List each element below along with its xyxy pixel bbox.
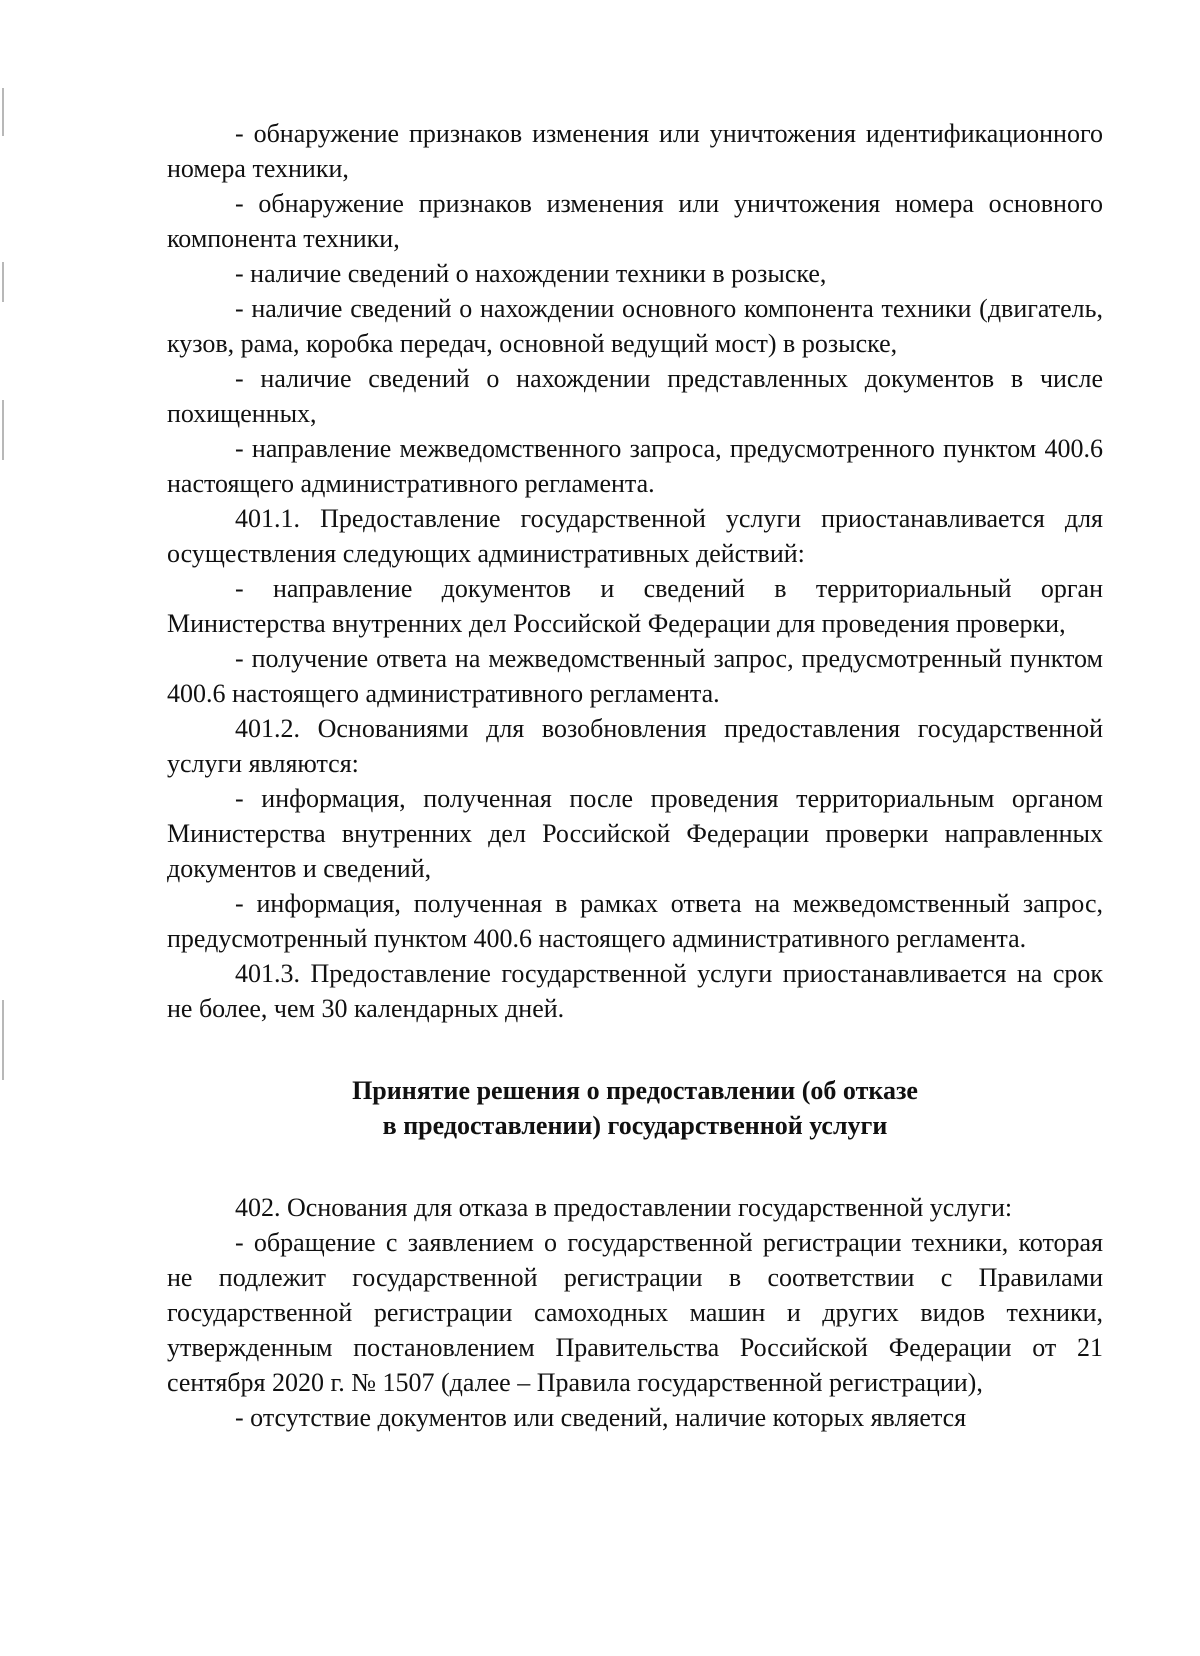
section-heading — [167, 1073, 1103, 1143]
paragraph: 401.1. Предоставление государственной услуги приостанавливается для осуществления следующих административных действий: — [167, 504, 1103, 568]
scan-edge-mark — [2, 88, 4, 136]
paragraph: - получение ответа на межведомственный запрос, предусмотренный пунктом 400.6 настоящего административного регламента. — [167, 644, 1103, 708]
paragraph: - обращение с заявлением о государственной регистрации техники, которая не подлежит государственной регистрации в соответствии с Правилами государственной регистрации самоходных машин и других видов техники, утвержденным постановлением Правительства Российской Федерации от 21 сентября 2020 г. № 1507 (далее – Правила государственной регистрации), — [167, 1228, 1103, 1397]
paragraph: - обнаружение признаков изменения или уничтожения идентификационного номера техники, — [167, 119, 1103, 183]
document-body — [167, 116, 1103, 1435]
paragraph: - направление межведомственного запроса, предусмотренного пунктом 400.6 настоящего административного регламента. — [167, 434, 1103, 498]
paragraph: - наличие сведений о нахождении представленных документов в числе похищенных, — [167, 364, 1103, 428]
paragraph: - информация, полученная после проведения территориальным органом Министерства внутренних дел Российской Федерации проверки направленных документов и сведений, — [167, 784, 1103, 883]
paragraph: - отсутствие документов или сведений, наличие которых является — [235, 1403, 967, 1432]
heading-line: Принятие решения о предоставлении (об отказе — [352, 1076, 918, 1105]
paragraph: 401.2. Основаниями для возобновления предоставления государственной услуги являются: — [167, 714, 1103, 778]
paragraph: - информация, полученная в рамках ответа на межведомственный запрос, предусмотренный пунктом 400.6 настоящего административного регламента. — [167, 889, 1103, 953]
paragraph: - наличие сведений о нахождении техники в розыске, — [235, 259, 827, 288]
paragraph: - наличие сведений о нахождении основного компонента техники (двигатель, кузов, рама, коробка передач, основной ведущий мост) в розыске, — [167, 294, 1103, 358]
scan-edge-mark — [2, 262, 4, 302]
paragraph: 401.3. Предоставление государственной услуги приостанавливается на срок не более, чем 30 календарных дней. — [167, 959, 1103, 1023]
paragraph: 402. Основания для отказа в предоставлении государственной услуги: — [235, 1193, 1013, 1222]
heading-line: в предоставлении) государственной услуги — [382, 1111, 888, 1140]
scan-edge-mark — [2, 400, 4, 460]
scan-edge-mark — [2, 1000, 4, 1080]
paragraph: - обнаружение признаков изменения или уничтожения номера основного компонента техники, — [167, 189, 1103, 253]
paragraph: - направление документов и сведений в территориальный орган Министерства внутренних дел Российской Федерации для проведения проверки, — [167, 574, 1103, 638]
